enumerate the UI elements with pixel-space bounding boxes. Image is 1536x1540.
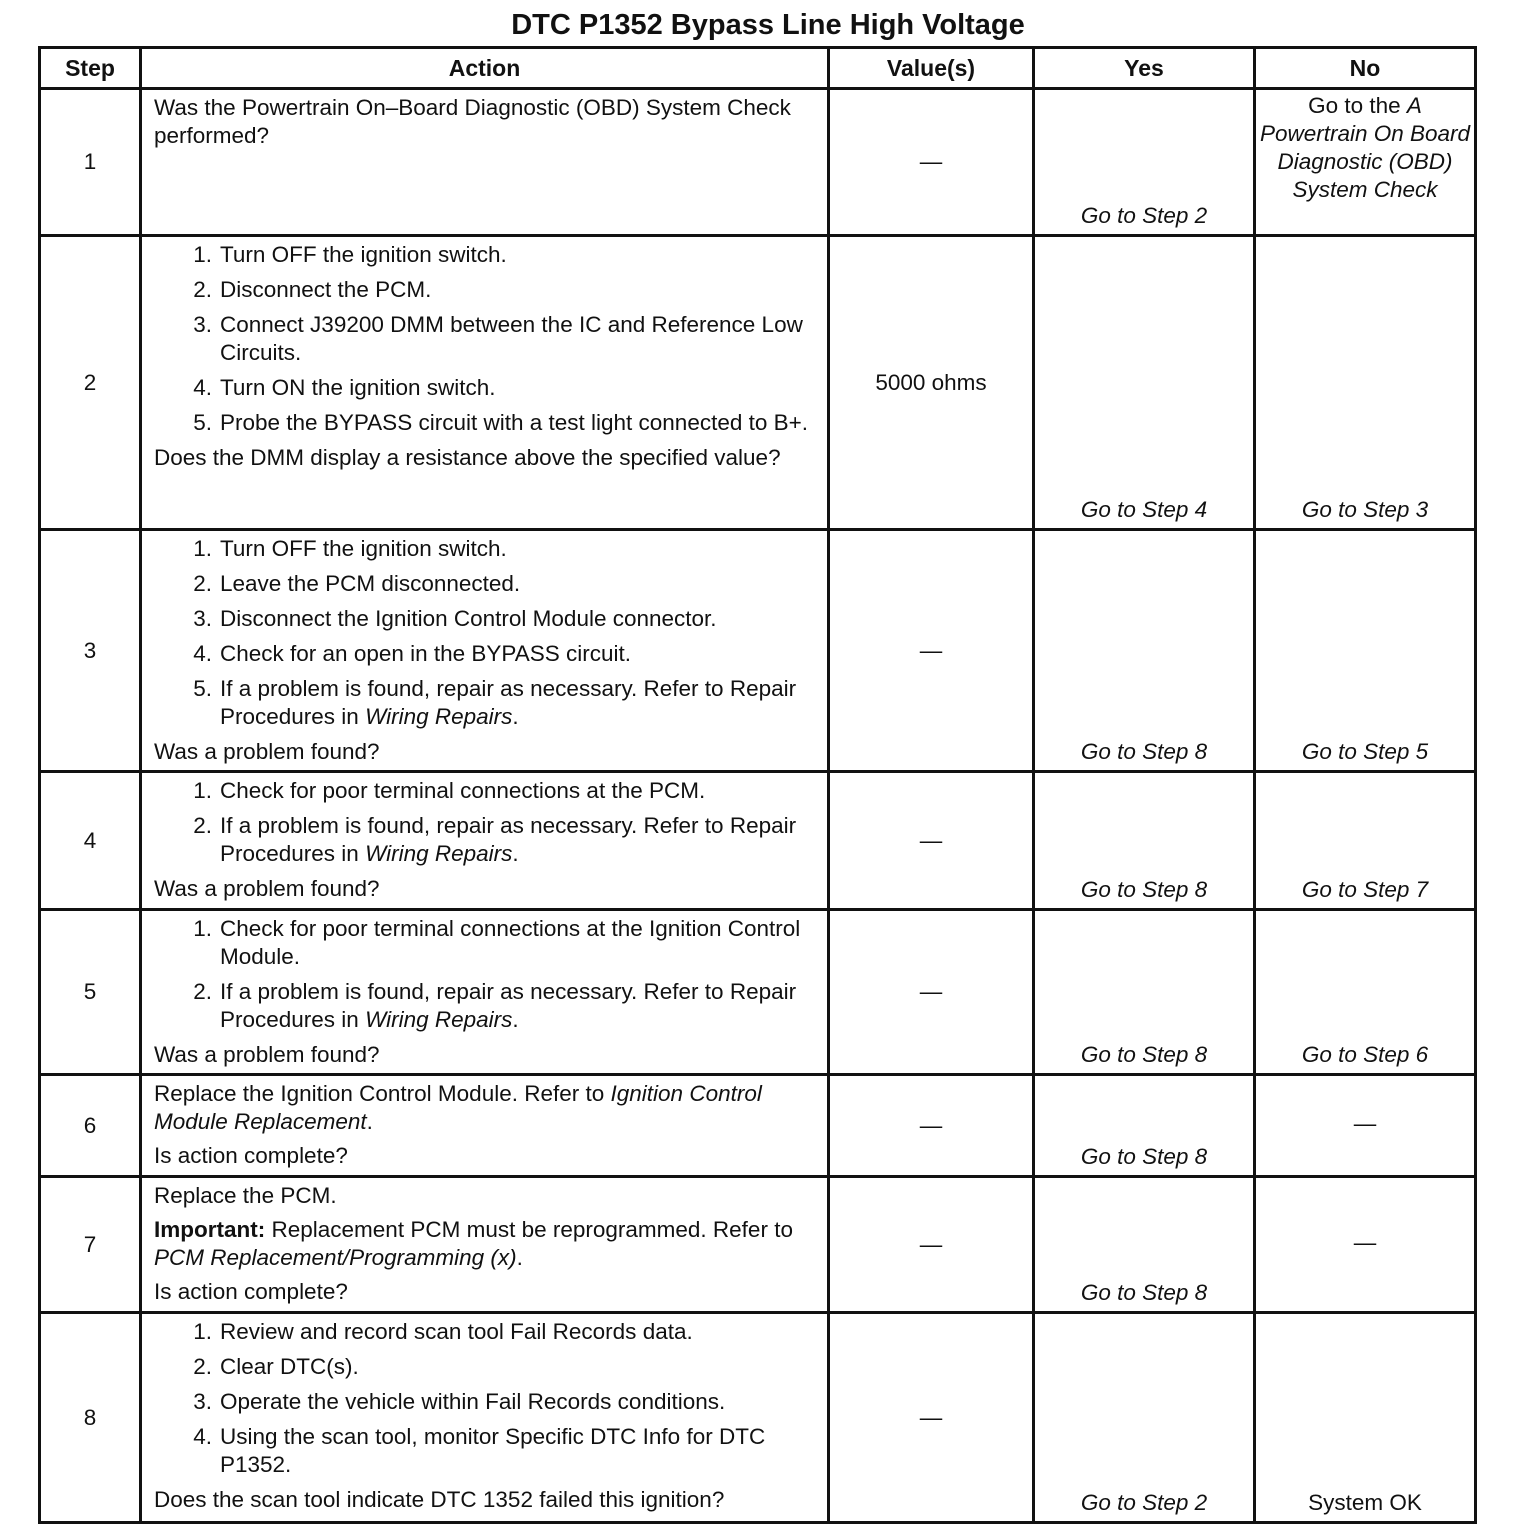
action-question: Was the Powertrain On–Board Diagnostic (OBD) System Check performed? (154, 95, 791, 148)
yes-cell: Go to Step 8 (1034, 772, 1255, 910)
list-item: 4. Check for an open in the BYPASS circuit. (193, 641, 632, 666)
value-cell: 5000 ohms (829, 236, 1034, 530)
action-question: Is action complete? (154, 1143, 348, 1168)
list-item: 3. Operate the vehicle within Fail Records conditions. (193, 1389, 726, 1414)
yes-cell: Go to Step 2 (1034, 89, 1255, 236)
action-question: Was a problem found? (154, 739, 380, 764)
no-cell: — (1255, 1075, 1476, 1177)
table-row-step-3 (40, 530, 1476, 772)
step-number: 8 (40, 1313, 141, 1523)
page-title: DTC P1352 Bypass Line High Voltage (511, 9, 1025, 41)
table-row-step-5 (40, 910, 1476, 1075)
action-question: Is action complete? (154, 1279, 348, 1304)
header-action: Action (141, 48, 829, 89)
action-cell (141, 89, 829, 236)
action-question: Was a problem found? (154, 876, 380, 901)
header-step: Step (40, 48, 141, 89)
diagnostic-table (38, 46, 1477, 1524)
table-row-step-6 (40, 1075, 1476, 1177)
action-cell (141, 1075, 829, 1177)
value-cell: — (829, 772, 1034, 910)
no-link-text: A Powertrain On Board Diagnostic (OBD) System Check (1259, 93, 1471, 202)
list-item: 4. Turn ON the ignition switch. (193, 375, 496, 400)
list-item: 2. Disconnect the PCM. (193, 277, 432, 302)
yes-cell: Go to Step 2 (1034, 1313, 1255, 1523)
list-item: 5. If a problem is found, repair as necessary. Refer to Repair Procedures in Wiring Repairs. (193, 676, 797, 729)
table-row-step-4 (40, 772, 1476, 910)
action-cell (141, 1313, 829, 1523)
step-number: 6 (40, 1075, 141, 1177)
table-row-step-8 (40, 1313, 1476, 1523)
action-question: Was a problem found? (154, 1042, 380, 1067)
action-paragraph: Replace the Ignition Control Module. Refer to Ignition Control Module Replacement. (154, 1081, 762, 1134)
list-item: 3. Disconnect the Ignition Control Module connector. (193, 606, 717, 631)
list-item: 3. Connect J39200 DMM between the IC and Reference Low Circuits. (193, 312, 803, 365)
important-note: Important: Replacement PCM must be reprogrammed. Refer to PCM Replacement/Programming (x). (154, 1217, 793, 1270)
yes-cell: Go to Step 8 (1034, 910, 1255, 1075)
no-cell: Go to Step 7 (1255, 772, 1476, 910)
list-item: 2. If a problem is found, repair as necessary. Refer to Repair Procedures in Wiring Repairs. (193, 979, 797, 1032)
header-yes: Yes (1034, 48, 1255, 89)
no-cell: Go to Step 5 (1255, 530, 1476, 772)
action-cell (141, 530, 829, 772)
yes-cell: Go to Step 8 (1034, 1075, 1255, 1177)
action-steps (154, 241, 817, 437)
list-item: 2. Leave the PCM disconnected. (193, 571, 521, 596)
action-steps (154, 1318, 817, 1479)
no-cell (1255, 89, 1476, 236)
no-cell: Go to Step 3 (1255, 236, 1476, 530)
header-row (40, 48, 1476, 89)
yes-cell: Go to Step 8 (1034, 530, 1255, 772)
list-item: 5. Probe the BYPASS circuit with a test light connected to B+. (193, 410, 809, 435)
table-row-step-7 (40, 1177, 1476, 1313)
value-cell: — (829, 1075, 1034, 1177)
action-cell (141, 236, 829, 530)
step-number: 1 (40, 89, 141, 236)
step-number: 4 (40, 772, 141, 910)
action-question: Does the DMM display a resistance above the specified value? (154, 445, 781, 470)
no-cell: System OK (1255, 1313, 1476, 1523)
yes-cell: Go to Step 4 (1034, 236, 1255, 530)
step-number: 2 (40, 236, 141, 530)
action-paragraph: Replace the PCM. (154, 1183, 337, 1208)
yes-cell: Go to Step 8 (1034, 1177, 1255, 1313)
value-cell: — (829, 530, 1034, 772)
list-item: 1. Turn OFF the ignition switch. (193, 536, 507, 561)
step-number: 7 (40, 1177, 141, 1313)
header-values: Value(s) (829, 48, 1034, 89)
step-number: 3 (40, 530, 141, 772)
action-cell (141, 1177, 829, 1313)
value-cell: — (829, 89, 1034, 236)
list-item: 4. Using the scan tool, monitor Specific DTC Info for DTC P1352. (193, 1424, 766, 1477)
value-cell: — (829, 910, 1034, 1075)
table-row-step-1 (40, 89, 1476, 236)
action-cell (141, 772, 829, 910)
action-question: Does the scan tool indicate DTC 1352 failed this ignition? (154, 1487, 725, 1512)
step-number: 5 (40, 910, 141, 1075)
action-cell (141, 910, 829, 1075)
no-cell: — (1255, 1177, 1476, 1313)
list-item: 1. Turn OFF the ignition switch. (193, 242, 507, 267)
no-cell: Go to Step 6 (1255, 910, 1476, 1075)
list-item: 2. Clear DTC(s). (193, 1354, 359, 1379)
value-cell: — (829, 1313, 1034, 1523)
no-prefix: Go to the (1308, 93, 1407, 118)
list-item: 2. If a problem is found, repair as necessary. Refer to Repair Procedures in Wiring Repairs. (193, 813, 797, 866)
table-row-step-2 (40, 236, 1476, 530)
action-steps (154, 777, 817, 868)
action-steps (154, 535, 817, 731)
value-cell: — (829, 1177, 1034, 1313)
header-no: No (1255, 48, 1476, 89)
list-item: 1. Check for poor terminal connections at the Ignition Control Module. (193, 916, 801, 969)
list-item: 1. Check for poor terminal connections at the PCM. (193, 778, 706, 803)
list-item: 1. Review and record scan tool Fail Records data. (193, 1319, 693, 1344)
action-steps (154, 915, 817, 1034)
